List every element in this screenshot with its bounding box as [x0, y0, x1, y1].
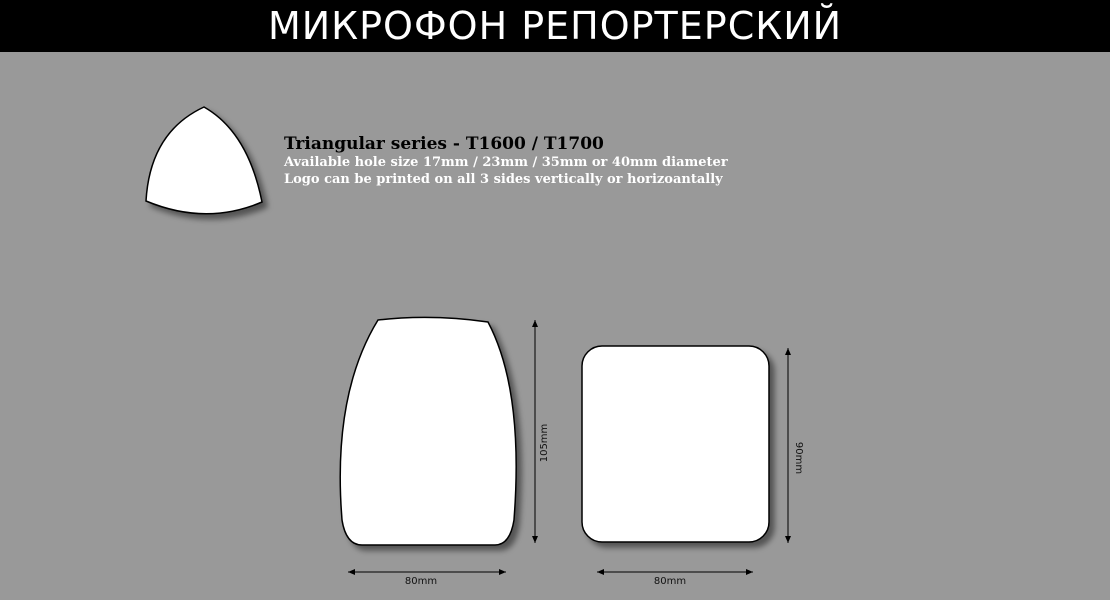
logo-print-text: Logo can be printed on all 3 sides vertically or horizoantally	[284, 172, 723, 187]
oval-width-label: 80mm	[404, 576, 438, 587]
triangular-shape	[146, 107, 262, 214]
square-shape	[582, 346, 769, 542]
series-title: Triangular series - T1600 / T1700	[284, 134, 604, 154]
oval-shape	[340, 317, 516, 545]
hole-size-text: Available hole size 17mm / 23mm / 35mm or 40mm diameter	[284, 155, 728, 170]
square-width-label: 80mm	[653, 576, 687, 587]
page-title: МИКРОФОН РЕПОРТЕРСКИЙ	[267, 4, 843, 48]
oval-height-label: 105mm	[539, 423, 550, 463]
product-info	[284, 134, 728, 188]
square-height-label: 90mm	[793, 441, 804, 475]
